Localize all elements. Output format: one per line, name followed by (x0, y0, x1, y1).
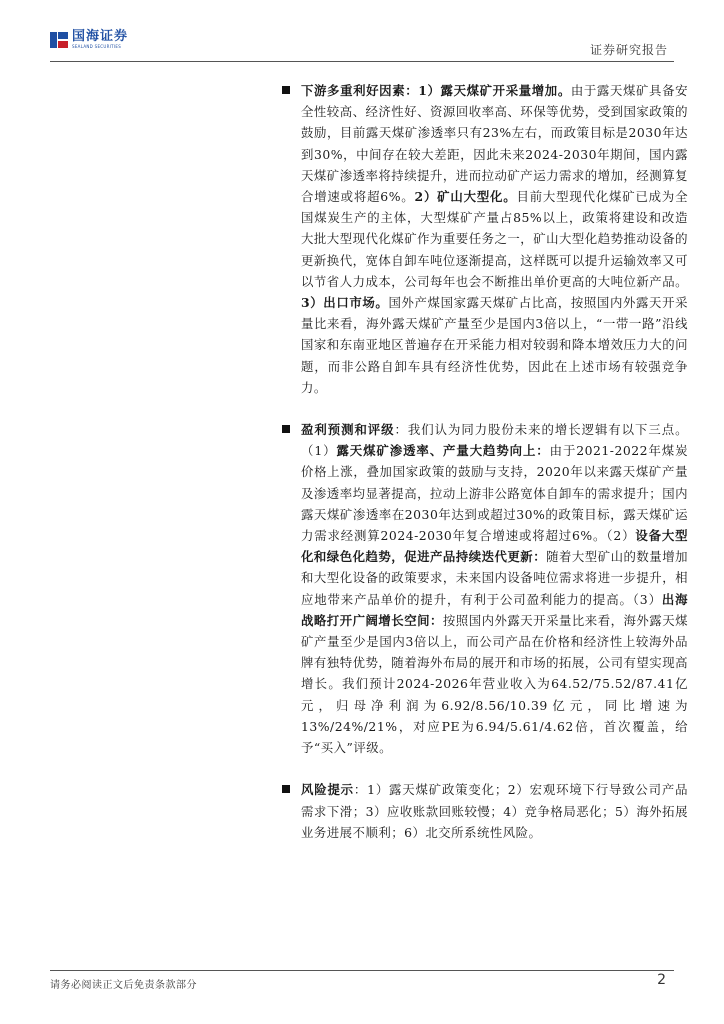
bold-text-run: 出海战略打开广阔增长空间： (301, 591, 689, 628)
text-run: 由于2021-2022年煤炭价格上涨，叠加国家政策的鼓励与支持，2020年以来露天煤矿产量及渗透率均显著提高，拉动上游非公路宽体自卸车的需求提升；国内露天煤矿渗透率在2030年达到或超过30%的政策目标，露天煤矿运力需求经测算2024-2030年复合增速或将超过6%。（2） (301, 443, 688, 544)
report-type-label: 证券研究报告 (589, 43, 668, 57)
footer-divider (50, 970, 674, 971)
bold-text-run: 下游多重利好因素：1）露天煤矿开采量增加。 (301, 83, 571, 98)
bold-text-run: 盈利预测和评级 (301, 422, 395, 438)
square-bullet-icon (282, 86, 290, 94)
section-text (301, 782, 688, 839)
text-run: 国外产煤国家露天煤矿占比高，按照国内外露天开采量比来看，海外露天煤矿产量至少是国内3倍以上，“一带一路”沿线国家和东南亚地区普遍存在开采能力相对较弱和降本增效压力大的问题，而非公路自卸车具有经济性优势，因此在上述市场有较强竞争力。 (301, 295, 689, 395)
text-run: （1） (301, 443, 337, 459)
section-earnings-forecast (284, 419, 688, 758)
logo-name-cn: 国海证券 (72, 29, 129, 44)
page-number: 2 (657, 972, 666, 988)
company-logo (50, 30, 128, 49)
text-run: 按照国内外露天开采量比来看，海外露天煤矿产量至少是国内3倍以上，而公司产品在价格和经济性上较海外品牌有独特优势，随着海外布局的展开和市场的拓展，公司有望实现高增长。我们预计2024-2026年营业收入为64.52/75.52/87.41亿元，归母净利润为6.92/8.56/10.39亿元，同比增速为13%/24%/21%，对应PE为6.94/5.61/4.62倍，首次覆盖，给予“买入”评级。 (301, 612, 689, 756)
logo-mark-icon (50, 31, 68, 49)
section-text (301, 422, 688, 755)
bold-text-run: 2）矿山大型化。 (414, 189, 517, 205)
report-body (284, 80, 688, 843)
logo-name-en: SEALAND SECURITIES (72, 44, 122, 49)
text-run: 目前大型现代化煤矿已成为全国煤炭生产的主体，大型煤矿产量占85%以上，政策将建设和改造大批大型现代化煤矿作为重要任务之一，矿山大型化趋势推动设备的更新换代，宽体自卸车吨位逐渐提高，这样既可以提升运输效率又可以节省人力成本，公司每年也会不断推出单价更高的大吨位新产品。 (301, 189, 689, 289)
text-run: 随着大型矿山的数量增加和大型化设备的政策要求，未来国内设备吨位需求将进一步提升，相应地带来产品单价的提升，有利于公司盈利能力的提高。（3） (301, 549, 689, 607)
text-run: ：我们认为同力股份未来的增长逻辑有以下三点。 (394, 422, 689, 438)
square-bullet-icon (282, 425, 290, 433)
section-downstream-drivers (284, 80, 688, 398)
bold-text-run: 设备大型化和绿色化趋势，促进产品持续迭代更新： (301, 528, 689, 565)
bold-text-run: 露天煤矿渗透率、产量大趋势向上： (336, 443, 550, 459)
text-run: ：1）露天煤矿政策变化；2）宏观环境下行导致公司产品需求下滑；3）应收账款回账较慢；4）竞争格局恶化；5）海外拓展业务进展不顺利；6）北交所系统性风险。 (301, 782, 688, 840)
section-text (301, 83, 688, 395)
bold-text-run: 风险提示 (301, 782, 354, 798)
disclaimer-note: 请务必阅读正文后免责条款部分 (50, 980, 197, 991)
header-divider (50, 61, 674, 62)
square-bullet-icon (282, 785, 290, 793)
bold-text-run: 3）出口市场。 (301, 295, 389, 311)
page-header (0, 0, 724, 64)
section-risk-warning (284, 779, 688, 843)
text-run: 由于露天煤矿具备安全性较高、经济性好、资源回收率高、环保等优势，受到国家政策的鼓励，目前露天煤矿渗透率只有23%左右，而政策目标是2030年达到30%，中间存在较大差距，因此未来2024-2030年期间，国内露天煤矿渗透率将持续提升，进而拉动矿产运力需求的增加，经测算复合增速或将超6%。 (301, 83, 689, 205)
